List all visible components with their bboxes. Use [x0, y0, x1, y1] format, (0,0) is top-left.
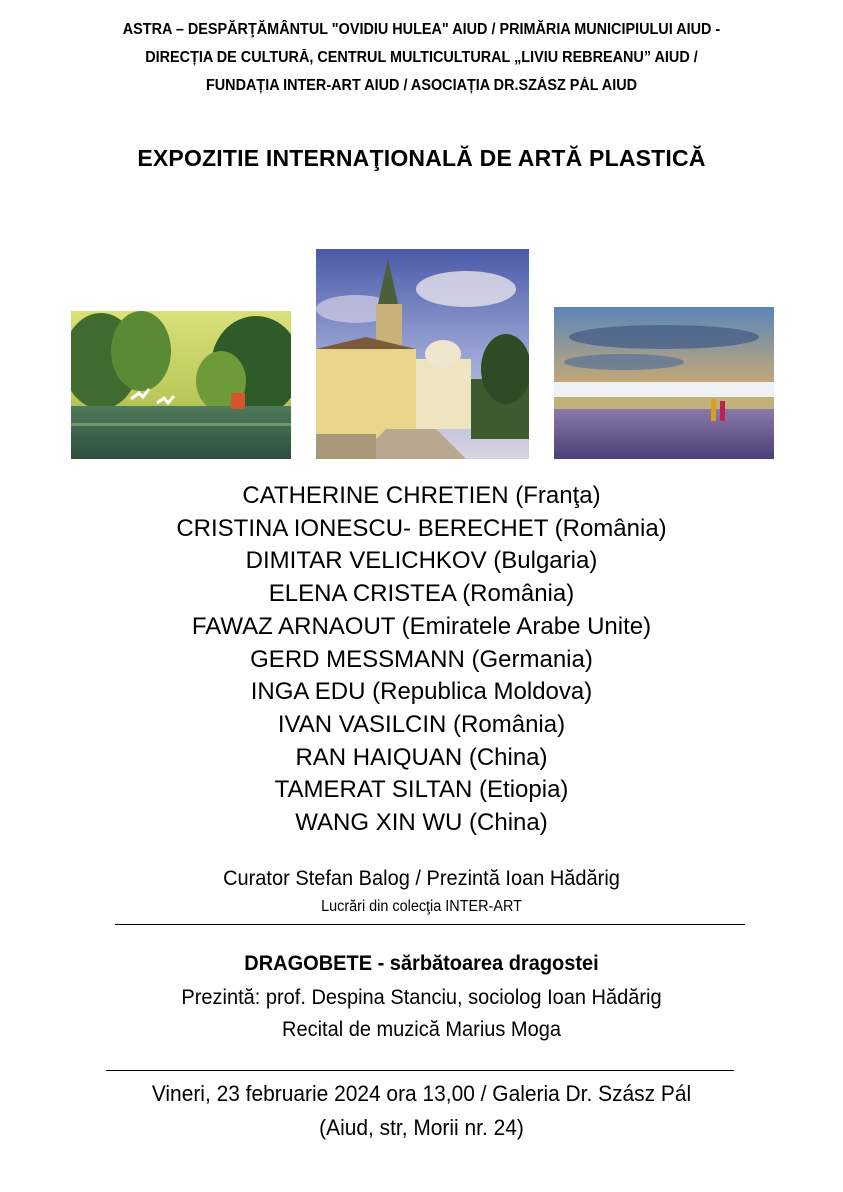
artist-9: RAN HAIQUAN (China) [295, 743, 548, 771]
event-address: (Aiud, str, Morii nr. 24) [319, 1115, 524, 1140]
artist-5: FAWAZ ARNAOUT (Emiratele Arabe Unite) [191, 612, 652, 640]
artist-6: GERD MESSMANN (Germania) [250, 645, 593, 673]
event-presenters: Prezintă: prof. Despina Stanciu, sociolog Ioan Hădărig [181, 985, 662, 1009]
exhibition-title: EXPOZITIE INTERNAŢIONALĂ DE ARTĂ PLASTICĂ [137, 145, 706, 171]
artist-1: CATHERINE CHRETIEN (Franţa) [242, 482, 601, 509]
artist-2: CRISTINA IONESCU- BERECHET (România) [176, 514, 667, 542]
divider-bottom [106, 1070, 734, 1071]
event-datetime: Vineri, 23 februarie 2024 ora 13,00 / Galeria Dr. Szász Pál [151, 1081, 692, 1106]
painting-church [316, 249, 529, 459]
artist-3: DIMITAR VELICHKOV (Bulgaria) [245, 547, 598, 575]
organizer-line-3: FUNDAȚIA INTER-ART AIUD / ASOCIAȚIA DR.SZÁSZ PÁL AIUD [205, 77, 638, 94]
event-title: DRAGOBETE - sărbătoarea dragostei [244, 951, 599, 975]
collection-line: Lucrări din colecţia INTER-ART [321, 898, 522, 915]
artist-11: WANG XIN WU (China) [295, 809, 548, 836]
organizer-line-2: DIRECȚIA DE CULTURĂ, CENTRUL MULTICULTURAL „LIVIU REBREANU” AIUD / [145, 49, 698, 66]
divider-top [115, 924, 745, 925]
artist-4: ELENA CRISTEA (România) [268, 580, 575, 608]
artist-10: TAMERAT SILTAN (Etiopia) [274, 776, 569, 804]
curator-line: Curator Stefan Balog / Prezintă Ioan Hădărig [223, 866, 620, 890]
organizer-line-1: ASTRA – DESPĂRŢĂMÂNTUL "OVIDIU HULEA" AIUD / PRIMĂRIA MUNICIPIULUI AIUD - [122, 21, 721, 38]
painting-landscape [71, 311, 291, 459]
event-recital: Recital de muzică Marius Moga [282, 1017, 561, 1041]
artist-7: INGA EDU (Republica Moldova) [250, 678, 593, 706]
painting-seaside [554, 307, 774, 459]
artist-8: IVAN VASILCIN (România) [277, 710, 566, 738]
